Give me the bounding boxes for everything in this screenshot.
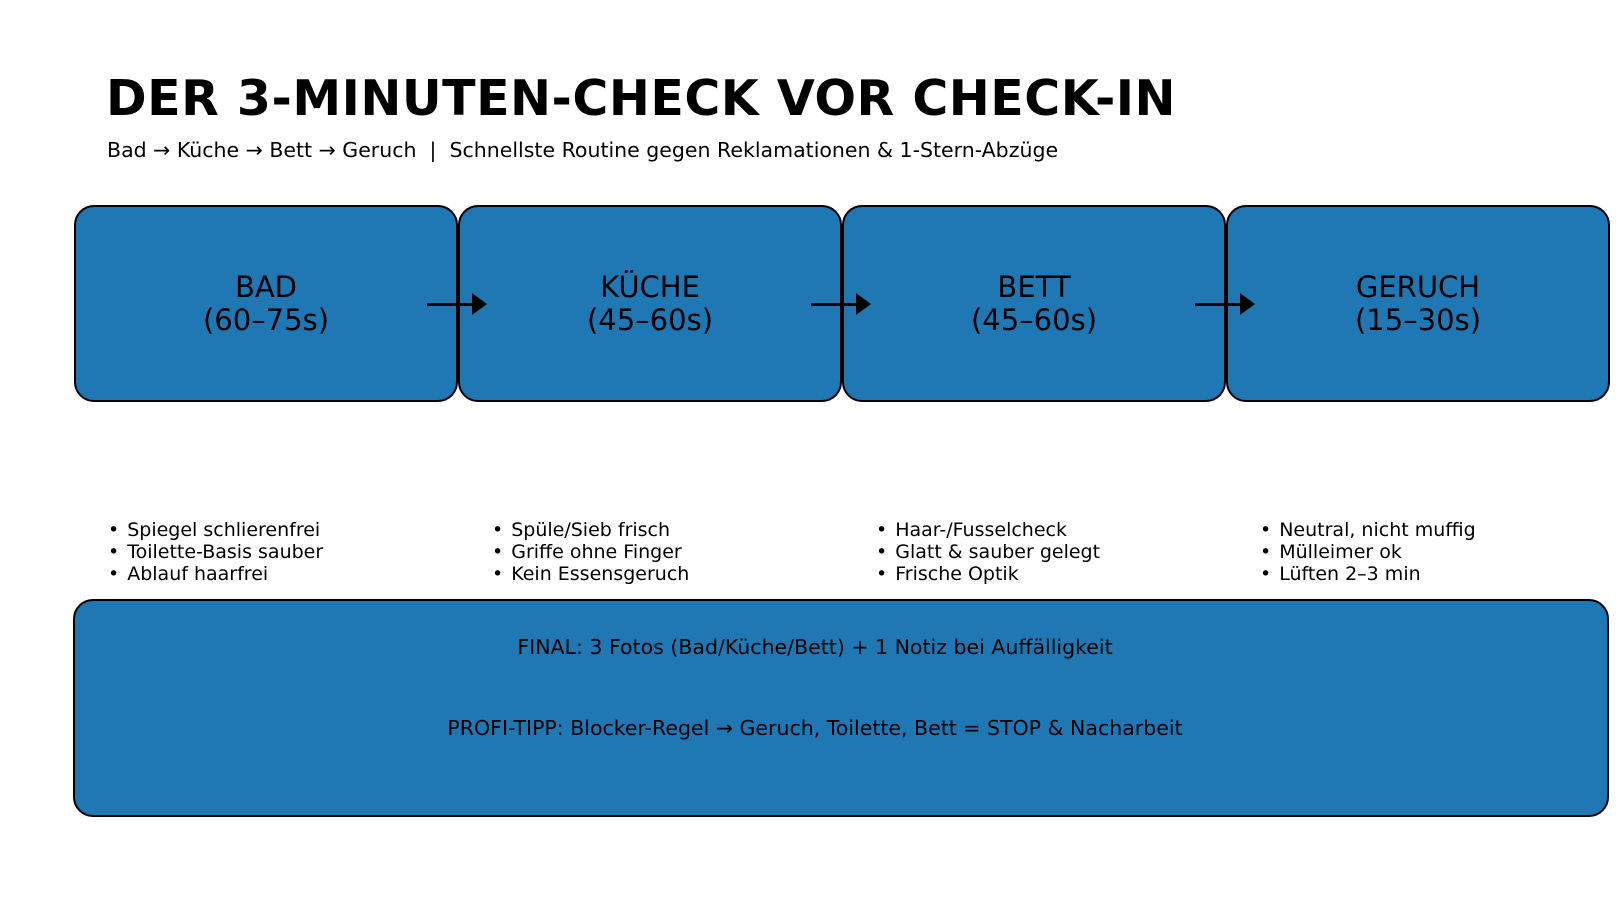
checklist-item-text: Glatt & sauber gelegt — [895, 540, 1101, 563]
checklist-item — [492, 542, 689, 564]
arrow-line — [811, 303, 857, 306]
checklist-item — [108, 564, 323, 586]
flow-step-kueche — [458, 205, 842, 402]
step-duration: (15–30s) — [1354, 302, 1482, 337]
checklist-item — [108, 542, 323, 564]
arrow-line — [427, 303, 473, 306]
checklist-item — [876, 520, 1100, 542]
arrow-head-icon — [472, 293, 487, 315]
checklist-item — [108, 520, 323, 542]
flow-arrow-2 — [811, 293, 871, 315]
step-name: GERUCH — [1355, 269, 1481, 304]
step-duration: (45–60s) — [970, 302, 1098, 337]
final-note-box — [73, 599, 1609, 817]
step-name: BAD — [234, 269, 298, 304]
bullet-icon: • — [876, 519, 888, 541]
bullet-icon: • — [492, 519, 504, 541]
final-note-text — [447, 580, 1182, 796]
bullet-icon: • — [492, 540, 504, 563]
checklist-item-text: Kein Essensgeruch — [511, 562, 690, 585]
checklist-bett — [876, 520, 1100, 585]
flow-arrow-3 — [1195, 293, 1255, 315]
checklist-kueche — [492, 520, 689, 585]
page-title: DER 3-MINUTEN-CHECK VOR CHECK-IN — [106, 70, 1177, 127]
checklist-item-text: Lüften 2–3 min — [1279, 562, 1421, 585]
checklist-item — [1260, 564, 1476, 586]
bullet-icon: • — [108, 562, 120, 585]
bullet-icon: • — [1260, 562, 1272, 585]
bullet-icon: • — [876, 562, 888, 585]
bullet-icon: • — [1260, 519, 1272, 541]
bullet-icon: • — [108, 540, 120, 563]
step-duration: (60–75s) — [202, 302, 330, 337]
checklist-item-text: Neutral, nicht muffig — [1279, 519, 1476, 541]
checklist-item-text: Griffe ohne Finger — [511, 540, 682, 563]
checklist-item-text: Spiegel schlierenfrei — [127, 519, 321, 541]
checklist-geruch — [1260, 520, 1476, 585]
checklist-item — [1260, 542, 1476, 564]
final-note-line1: FINAL: 3 Fotos (Bad/Küche/Bett) + 1 Notiz bei Auffälligkeit — [517, 635, 1113, 659]
step-name: BETT — [997, 269, 1071, 304]
checklist-item — [492, 520, 689, 542]
checklist-bad — [108, 520, 323, 585]
final-note-line2: PROFI-TIPP: Blocker-Regel → Geruch, Toilette, Bett = STOP & Nacharbeit — [447, 716, 1183, 740]
checklist-item-text: Spüle/Sieb frisch — [511, 519, 671, 541]
flow-arrow-1 — [427, 293, 487, 315]
bullet-icon: • — [108, 519, 120, 541]
checklist-item-text: Frische Optik — [895, 562, 1019, 585]
arrow-head-icon — [1240, 293, 1255, 315]
flow-step-bad — [74, 205, 458, 402]
checklist-item-text: Toilette-Basis sauber — [127, 540, 324, 563]
checklist-item — [1260, 520, 1476, 542]
step-duration: (45–60s) — [586, 302, 714, 337]
checklist-item-text: Mülleimer ok — [1279, 540, 1402, 563]
bullet-icon: • — [1260, 540, 1272, 563]
arrow-line — [1195, 303, 1241, 306]
flow-step-bett — [842, 205, 1226, 402]
checklist-item — [876, 542, 1100, 564]
arrow-head-icon — [856, 293, 871, 315]
flow-step-geruch — [1226, 205, 1610, 402]
bullet-icon: • — [876, 540, 888, 563]
bullet-icon: • — [492, 562, 504, 585]
page-subtitle: Bad → Küche → Bett → Geruch | Schnellste Routine gegen Reklamationen & 1-Stern-Abzüge — [107, 138, 1059, 162]
step-name: KÜCHE — [600, 269, 700, 304]
checklist-item-text: Haar-/Fusselcheck — [895, 519, 1067, 541]
checklist-item-text: Ablauf haarfrei — [127, 562, 269, 585]
